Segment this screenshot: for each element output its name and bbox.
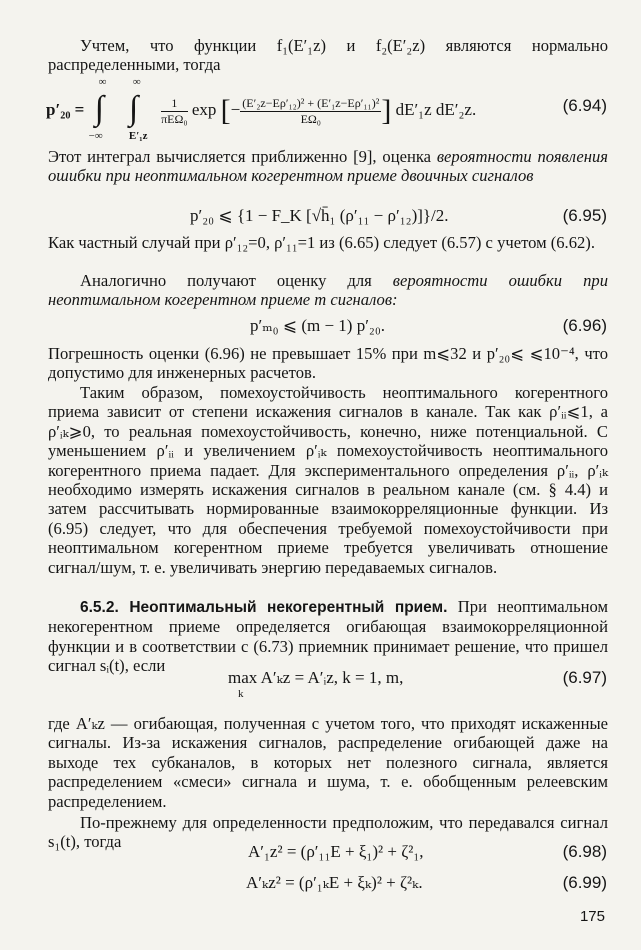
integral-upper-limit: ∞ [98,76,107,88]
paragraph-assumption: По-прежнему для определенности предположим, что передавался сигнал s₁(t), тогда [48,813,608,852]
page-number: 175 [579,908,605,925]
equation-number-6-94: (6.94) [562,96,607,115]
eq94-fraction: $\frac{\text{(E′₂z−Eρ′₁₂)² + (E′₁z−Eρ′₁₁)²}}{\text{EΩ₀}}$ [242,95,380,126]
eq94-lhs: p′₂₀ = [46,99,85,119]
integral-upper-limit: ∞ [132,76,141,88]
equation-number-6-97: (6.97) [562,668,607,687]
equation-6-95: p′₂₀ ⩽ {1 − F_K [√h̄₁ (ρ′₁₁ − ρ′₁₂)]}/2. [190,206,449,225]
integral-inner [123,76,157,142]
max-subscript: k [238,688,244,700]
equation-number-6-96: (6.96) [562,316,607,335]
integral-symbol: ∫ [128,90,139,127]
paragraph-integral-estimate: Этот интеграл вычисляется приближенно [9], оценка вероятности появления ошибки при неоптимальном когерентном приеме двоичных сигналов [48,147,609,186]
paragraph-intro: Учтем, что функции f₁(E′₁z) и f₂(E′₂z) являются нормально распределенными, тогда [48,36,608,75]
equation-6-99: A′ₖz² = (ρ′₁ₖE + ξₖ)² + ζ²ₖ. [246,873,423,892]
integral-lower-limit: E′₁z [128,130,148,142]
equation-6-98: A′₁z² = (ρ′₁₁E + ξ₁)² + ζ²₁, [248,842,424,861]
emphasis-error-probability: вероятности появления ошибки при неоптимальном когерентном приеме двоичных сигналов [48,147,609,186]
paragraph-section-6-5-2: 6.5.2. Неоптимальный некогерентный прием. При неоптимальном некогерентном приеме определяется огибающая взаимокорреляционной функции и в соответствии с (6.73) приемник принимает решение, что пришел сигнал sᵢ(t), если [48,597,608,676]
equation-6-96: p′ₘ₀ ⩽ (m − 1) p′₂₀. [250,316,386,335]
eq94-exp: exp [191,99,217,119]
integral-symbol: ∫ [94,90,104,127]
integral-outer [88,76,119,142]
integral-lower-limit: −∞ [88,130,103,142]
emphasis-m-signals: вероятности ошибки при неоптимальном когерентном приеме m сигналов: [48,271,608,310]
eq94-coefficient: $\frac{1}{\text{πEΩ₀}}$ [161,95,188,126]
equation-number-6-99: (6.99) [562,873,607,892]
equation-6-94: p′₂₀ = ∞ ∫ −∞ ∞ ∫ E′₁z $\frac{1}{\text{πEΩ₀}}$ exp [− $\frac{\text{(E′₂z−Eρ′₁₂)² + (E′₁z−Eρ′₁₁)²}}{\text{EΩ₀}}$ ] dE′₁z dE′₂z. [46,76,477,142]
paragraph-conclusion: Таким образом, помехоустойчивость неоптимального когерентного приема зависит от степени искажения сигналов в канале. Так как ρ′ᵢᵢ⩽1, а ρ′ᵢₖ⩾0, то реальная помехоустойчивость, конечно, ниже потенциальной. С уменьшением ρ′ᵢᵢ и увеличением ρ′ᵢₖ помехоустойчивость неоптимального когерентного приема падает. Для экспериментального определения ρ′ᵢᵢ, ρ′ᵢₖ необходимо измерять искажения сигналов в реальном канале (см. § 4.4) и затем рассчитывать нормированные взаимокорреляционные функции. Из (6.95) следует, что для обеспечения требуемой помехоустойчивости при неоптимальном когерентном приеме требуется увеличивать отношение сигнал/шум, т. е. увеличивать энергию передаваемых сигналов. [48,383,608,577]
equation-number-6-95: (6.95) [562,206,607,225]
paragraph-estimate-error: Погрешность оценки (6.96) не превышает 15% при m⩽32 и p′₂₀⩽ ⩽10⁻⁴, что допустимо для инженерных расчетов. [48,344,608,383]
paragraph-envelope: где A′ₖz — огибающая, полученная с учетом того, что приходят искаженные сигналы. Из-за искажения сигналов, распределение огибающей даже на выходе тех субканалов, в которых нет полезного сигнала, является распределением «смеси» сигнала и шума, т. е. обобщенным релеевским распределением. [48,714,608,811]
eq94-tail: dE′₁z dE′₂z. [395,99,477,119]
section-heading: 6.5.2. Неоптимальный некогерентный прием. [80,599,448,616]
equation-number-6-98: (6.98) [562,842,607,861]
paragraph-m-signals: Аналогично получают оценку для вероятности ошибки при неоптимальном когерентном приеме m сигналов: [48,271,608,310]
equation-6-97: max A′ₖz = A′ᵢz, k = 1, m, k [228,668,404,700]
paragraph-special-case: Как частный случай при ρ′₁₂=0, ρ′₁₁=1 из (6.65) следует (6.57) с учетом (6.62). [48,233,595,252]
